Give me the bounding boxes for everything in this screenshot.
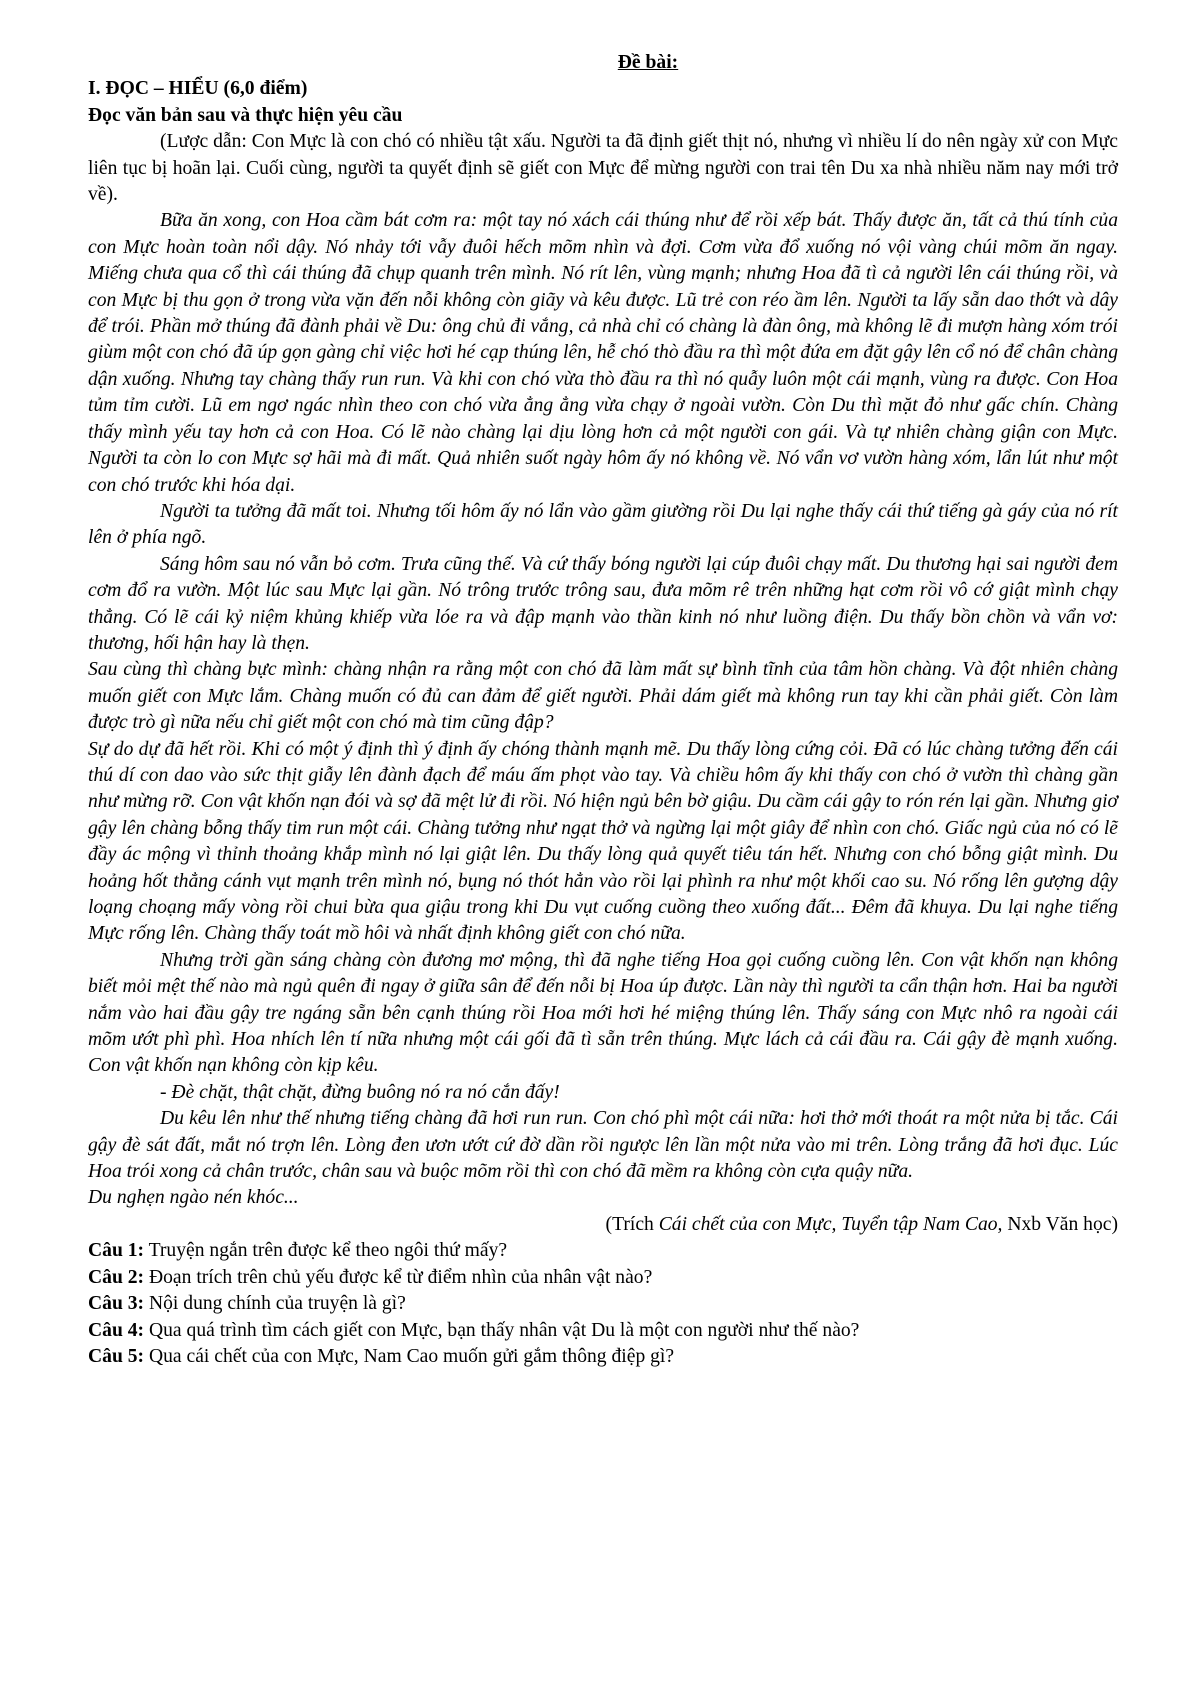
source-prefix: (Trích [605, 1213, 659, 1235]
paragraph-1: Bữa ăn xong, con Hoa cầm bát cơm ra: một tay nó xách cái thúng như để rồi xếp bát. Thấy được ăn, tất cả thú tính của con Mực hoàn toàn nổi dậy. Nó nhảy tới vẫy đuôi hếch mõm nhìn và đợi. Cơm vừa đổ xuống nó vội vàng chúi mõm ăn ngay. Miếng chưa qua cổ thì cái thúng đã chụp quanh trên mình. Nó rít lên, vùng mạnh; nhưng Hoa đã tì cả người lên cái thúng rồi, và con Mực bị thu gọn ở trong vừa vặn đến nỗi không còn giãy và kêu được. Lũ trẻ con réo ầm lên. Người ta lấy sẵn dao thớt và dây để trói. Phần mở thúng đã đành phải về Du: ông chủ đi vắng, cả nhà chỉ có chàng là đàn ông, mà không lẽ đi mượn hàng xóm trói giùm một con chó đã úp gọn gàng chỉ việc hơi hé cạp thúng lên, hễ chó thò đầu ra thì một đứa em đặt gậy lên cổ nó để chân chàng dận xuống. Nhưng tay chàng thấy run run. Và khi con chó vừa thò đầu ra thì nó quẫy luôn một cái mạnh, vùng ra được. Con Hoa tủm tỉm cười. Lũ em ngơ ngác nhìn theo con chó vừa ẳng ẳng vừa chạy ở ngoài vườn. Còn Du thì mặt đỏ như gấc chín. Chàng thấy mình yếu tay hơn cả con Hoa. Có lẽ nào chàng lại dịu lòng hơn cả một người con gái. Và tự nhiên chàng giận con Mực. Người ta còn lo con Mực sợ hãi mà đi mất. Quả nhiên suốt ngày hôm ấy nó không về. Nó vẩn vơ vườn hàng xóm, lẩn lút như một con chó trước khi hóa dại. [88, 210, 1118, 496]
question-text: Qua quá trình tìm cách giết con Mực, bạn thấy nhân vật Du là một con người như thế nào? [148, 1319, 860, 1341]
paragraph-4: Sau cùng thì chàng bực mình: chàng nhận ra rằng một con chó đã làm mất sự bình tĩnh của tâm hồn chàng. Và đột nhiên chàng muốn giết con Mực lắm. Chàng muốn có đủ can đảm để giết người. Phải dám giết mà không run tay khi cần phải giết. Còn làm được trò gì nữa nếu chỉ giết một con chó mà tim cũng đập? [88, 659, 1118, 734]
paragraph-6: Nhưng trời gần sáng chàng còn đương mơ mộng, thì đã nghe tiếng Hoa gọi cuống cuồng lên. Con vật khốn nạn không biết mỏi mệt thế nào mà ngủ quên đi ngay ở giữa sân để đến nỗi bị Hoa úp được. Lần này thì người ta cẩn thận hơn. Hai ba người nắm vào hai đầu gậy tre ngáng sẵn bên cạnh thúng rồi Hoa mới hơi hé miệng thúng lên. Thấy sáng con Mực nhô ra ngoài cái mõm ướt phì phì. Hoa nhích lên tí nữa nhưng một cái gối đã tì sẵn trên thúng. Mực lách cả cái đầu ra. Cái gậy đè mạnh xuống. Con vật khốn nạn không còn kịp kêu. [88, 949, 1118, 1077]
question-1 [88, 1238, 1118, 1264]
question-2 [88, 1265, 1118, 1291]
question-text: Đoạn trích trên chủ yếu được kể từ điểm nhìn của nhân vật nào? [148, 1266, 653, 1288]
source-suffix: Nxb Văn học) [1002, 1213, 1118, 1235]
question-label: Câu 5: [88, 1345, 145, 1367]
question-label: Câu 3: [88, 1293, 145, 1315]
question-5 [88, 1344, 1118, 1370]
question-label: Câu 2: [88, 1266, 145, 1288]
question-text: Nội dung chính của truyện là gì? [148, 1293, 406, 1315]
document-page [88, 50, 1118, 1370]
heading: Đề bài: [617, 52, 679, 73]
paragraph-7: - Đè chặt, thật chặt, đừng buông nó ra nó cắn đấy! [160, 1081, 560, 1103]
paragraph-8: Du kêu lên như thế nhưng tiếng chàng đã hơi run run. Con chó phì một cái nữa: hơi thở mới thoát ra một nửa bị tắc. Cái gậy đè sát đất, mắt nó trợn lên. Lòng đen ươn ướt cứ đờ dần rồi ngược lên lần một nửa vào mi trên. Lòng trắng đã hơi đục. Lúc Hoa trói xong cả chân trước, chân sau và buộc mõm rồi thì con chó đã mềm ra không còn cựa quậy nữa. [88, 1108, 1118, 1183]
source-title: Cái chết của con Mực, Tuyển tập Nam Cao, [658, 1213, 1003, 1235]
summary: (Lược dẫn: Con Mực là con chó có nhiều tật xấu. Người ta đã định giết thịt nó, nhưng vì nhiều lí do nên ngày xử con Mực liên tục bị hoãn lại. Cuối cùng, người ta quyết định sẽ giết con Mực để mừng người con trai tên Du xa nhà nhiều năm nay mới trở về). [88, 131, 1118, 206]
paragraph-5: Sự do dự đã hết rồi. Khi có một ý định thì ý định ấy chóng thành mạnh mẽ. Du thấy lòng cứng cỏi. Đã có lúc chàng tưởng đến cái thú dí con dao vào sức thịt giẫy lên đành đạch để máu ấm phọt vào tay. Và chiều hôm ấy khi thấy con chó ở vườn thì chàng gần như mừng rỡ. Con vật khốn nạn đói và sợ đã mệt lử đi rồi. Nó hiện ngủ bên bờ giậu. Du cầm cái gậy to rón rén lại gần. Nhưng giơ gậy lên chàng bỗng thấy tim run một cái. Chàng tưởng như ngạt thở và ngừng lại một giây để nhìn con chó. Giấc ngủ của nó có lẽ đầy ác mộng vì thỉnh thoảng khắp mình nó lại giật lên. Du thấy lòng quả quyết tiêu tán hết. Nhưng con chó bỗng giật mình. Du hoảng hốt thẳng cánh vụt mạnh trên mình nó, bụng nó thót hẳn vào rồi lại phình ra như một khối cao su. Nó rống lên gượng dậy loạng choạng mấy vòng rồi chui bừa qua giậu trong khi Du vụt cuống cuồng theo xuống đất... Đêm đã khuya. Du lại nghe tiếng Mực rống lên. Chàng thấy toát mồ hôi và nhất định không giết con chó nữa. [88, 738, 1118, 945]
question-label: Câu 4: [88, 1319, 145, 1341]
question-4 [88, 1318, 1118, 1344]
paragraph-2: Người ta tưởng đã mất toi. Nhưng tối hôm ấy nó lẩn vào gầm giường rồi Du lại nghe thấy cái thứ tiếng gà gáy của nó rít lên ở phía ngõ. [88, 500, 1118, 549]
paragraph-9: Du nghẹn ngào nén khóc... [88, 1187, 299, 1209]
question-label: Câu 1: [88, 1240, 145, 1262]
instruction: Đọc văn bản sau và thực hiện yêu cầu [88, 104, 403, 126]
source-citation [88, 1212, 1118, 1238]
question-3 [88, 1291, 1118, 1317]
section-title: I. ĐỌC – HIỂU (6,0 điểm) [88, 78, 308, 100]
paragraph-3: Sáng hôm sau nó vẫn bỏ cơm. Trưa cũng thế. Và cứ thấy bóng người lại cúp đuôi chạy mất. Du thương hại sai người đem cơm đổ ra vườn. Một lúc sau Mực lại gần. Nó trông trước trông sau, đưa mõm rê trên những hạt cơm rồi vô cớ giật mình chạy thẳng. Có lẽ cái kỷ niệm khủng khiếp vừa lóe ra và đập mạnh vào thần kinh nó như luồng điện. Du thấy bồn chồn và vẩn vơ: thương, hối hận hay là thẹn. [88, 553, 1118, 654]
question-text: Truyện ngắn trên được kể theo ngôi thứ mấy? [148, 1240, 508, 1262]
question-text: Qua cái chết của con Mực, Nam Cao muốn gửi gắm thông điệp gì? [148, 1345, 675, 1367]
